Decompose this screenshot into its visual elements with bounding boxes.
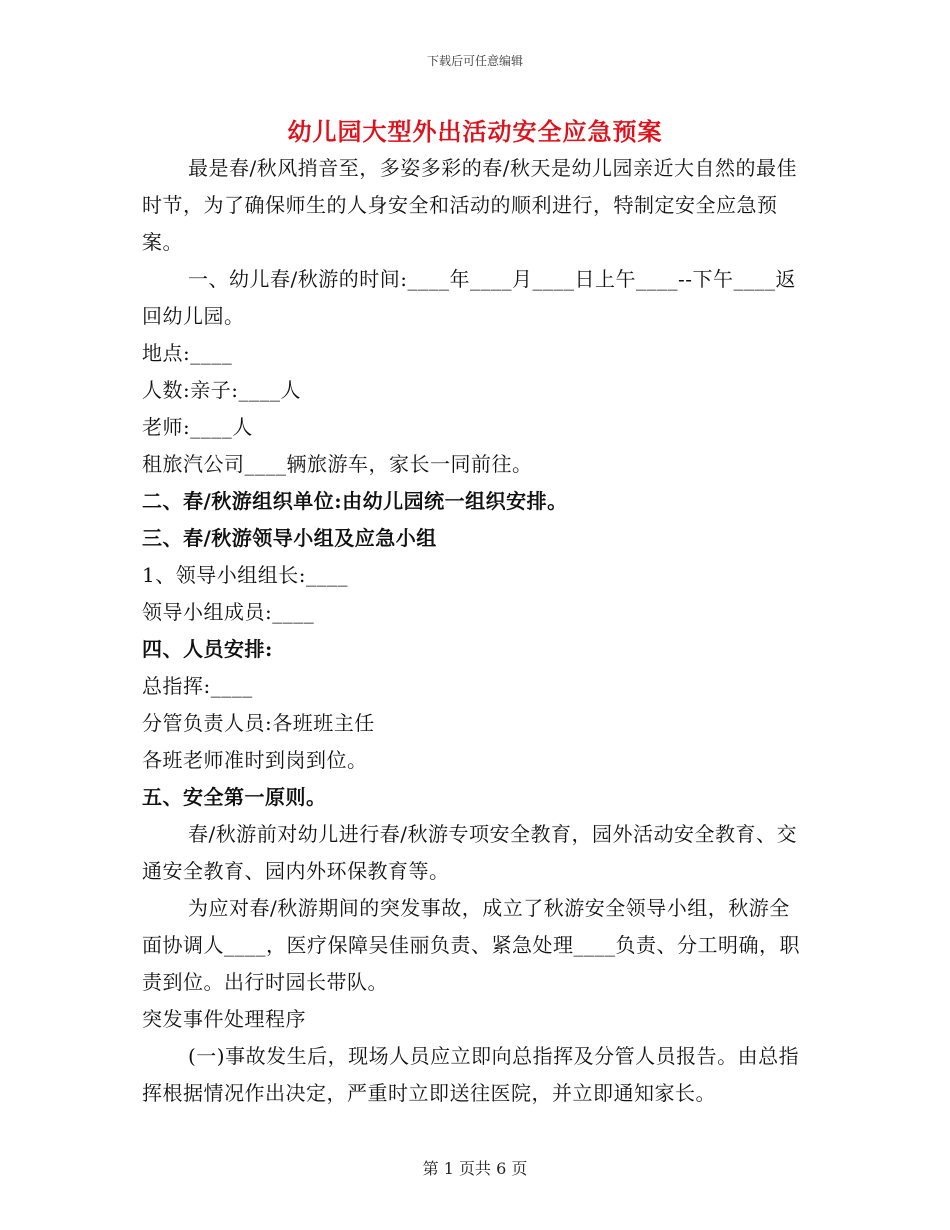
safety-education-paragraph: 春/秋游前对幼儿进行春/秋游专项安全教育，园外活动安全教育、交通安全教育、园内外环保教育等。	[142, 822, 797, 883]
document-title: 幼儿园大型外出活动安全应急预案	[287, 117, 663, 146]
header-note: 下载后可任意编辑	[426, 54, 523, 68]
page-number: 第 1 页共 6 页	[422, 1159, 528, 1178]
section-3-heading: 三、春/秋游领导小组及应急小组	[142, 526, 437, 550]
commander-line: 总指挥:____	[142, 674, 253, 698]
document-body	[142, 150, 810, 1112]
participants-line: 人数:亲子:____人	[142, 378, 301, 402]
section-4-heading: 四、人员安排:	[142, 637, 273, 661]
procedure-heading: 突发事件处理程序	[142, 1007, 306, 1031]
intro-paragraph: 最是春/秋风捎音至，多姿多彩的春/秋天是幼儿园亲近大自然的最佳时节，为了确保师生的人身安全和活动的顺利进行，特制定安全应急预案。	[142, 156, 797, 254]
leader-line: 1、领导小组组长:____	[142, 563, 348, 587]
emergency-team-paragraph: 为应对春/秋游期间的突发事故，成立了秋游安全领导小组，秋游全面协调人____，医疗保障吴佳丽负责、紧急处理____负责、分工明确，职责到位。出行时园长带队。	[142, 896, 800, 994]
teachers-line: 老师:____人	[142, 415, 253, 439]
members-line: 领导小组成员:____	[142, 600, 315, 624]
section-5-heading: 五、安全第一原则。	[142, 785, 327, 809]
section-2-heading: 二、春/秋游组织单位:由幼儿园统一组织安排。	[142, 489, 568, 513]
procedure-step-1: (一)事故发生后，现场人员应立即向总指挥及分管人员报告。由总指挥根据情况作出决定，严重时立即送往医院，并立即通知家长。	[142, 1044, 800, 1105]
staff-line: 分管负责人员:各班班主任	[142, 711, 375, 735]
bus-line: 租旅汽公司____辆旅游车，家长一同前往。	[142, 452, 533, 476]
location-line: 地点:____	[142, 341, 233, 365]
section-1-heading: 一、幼儿春/秋游的时间:____年____月____日上午____--下午____返回幼儿园。	[142, 267, 796, 328]
teachers-duty-line: 各班老师准时到岗到位。	[142, 748, 368, 772]
